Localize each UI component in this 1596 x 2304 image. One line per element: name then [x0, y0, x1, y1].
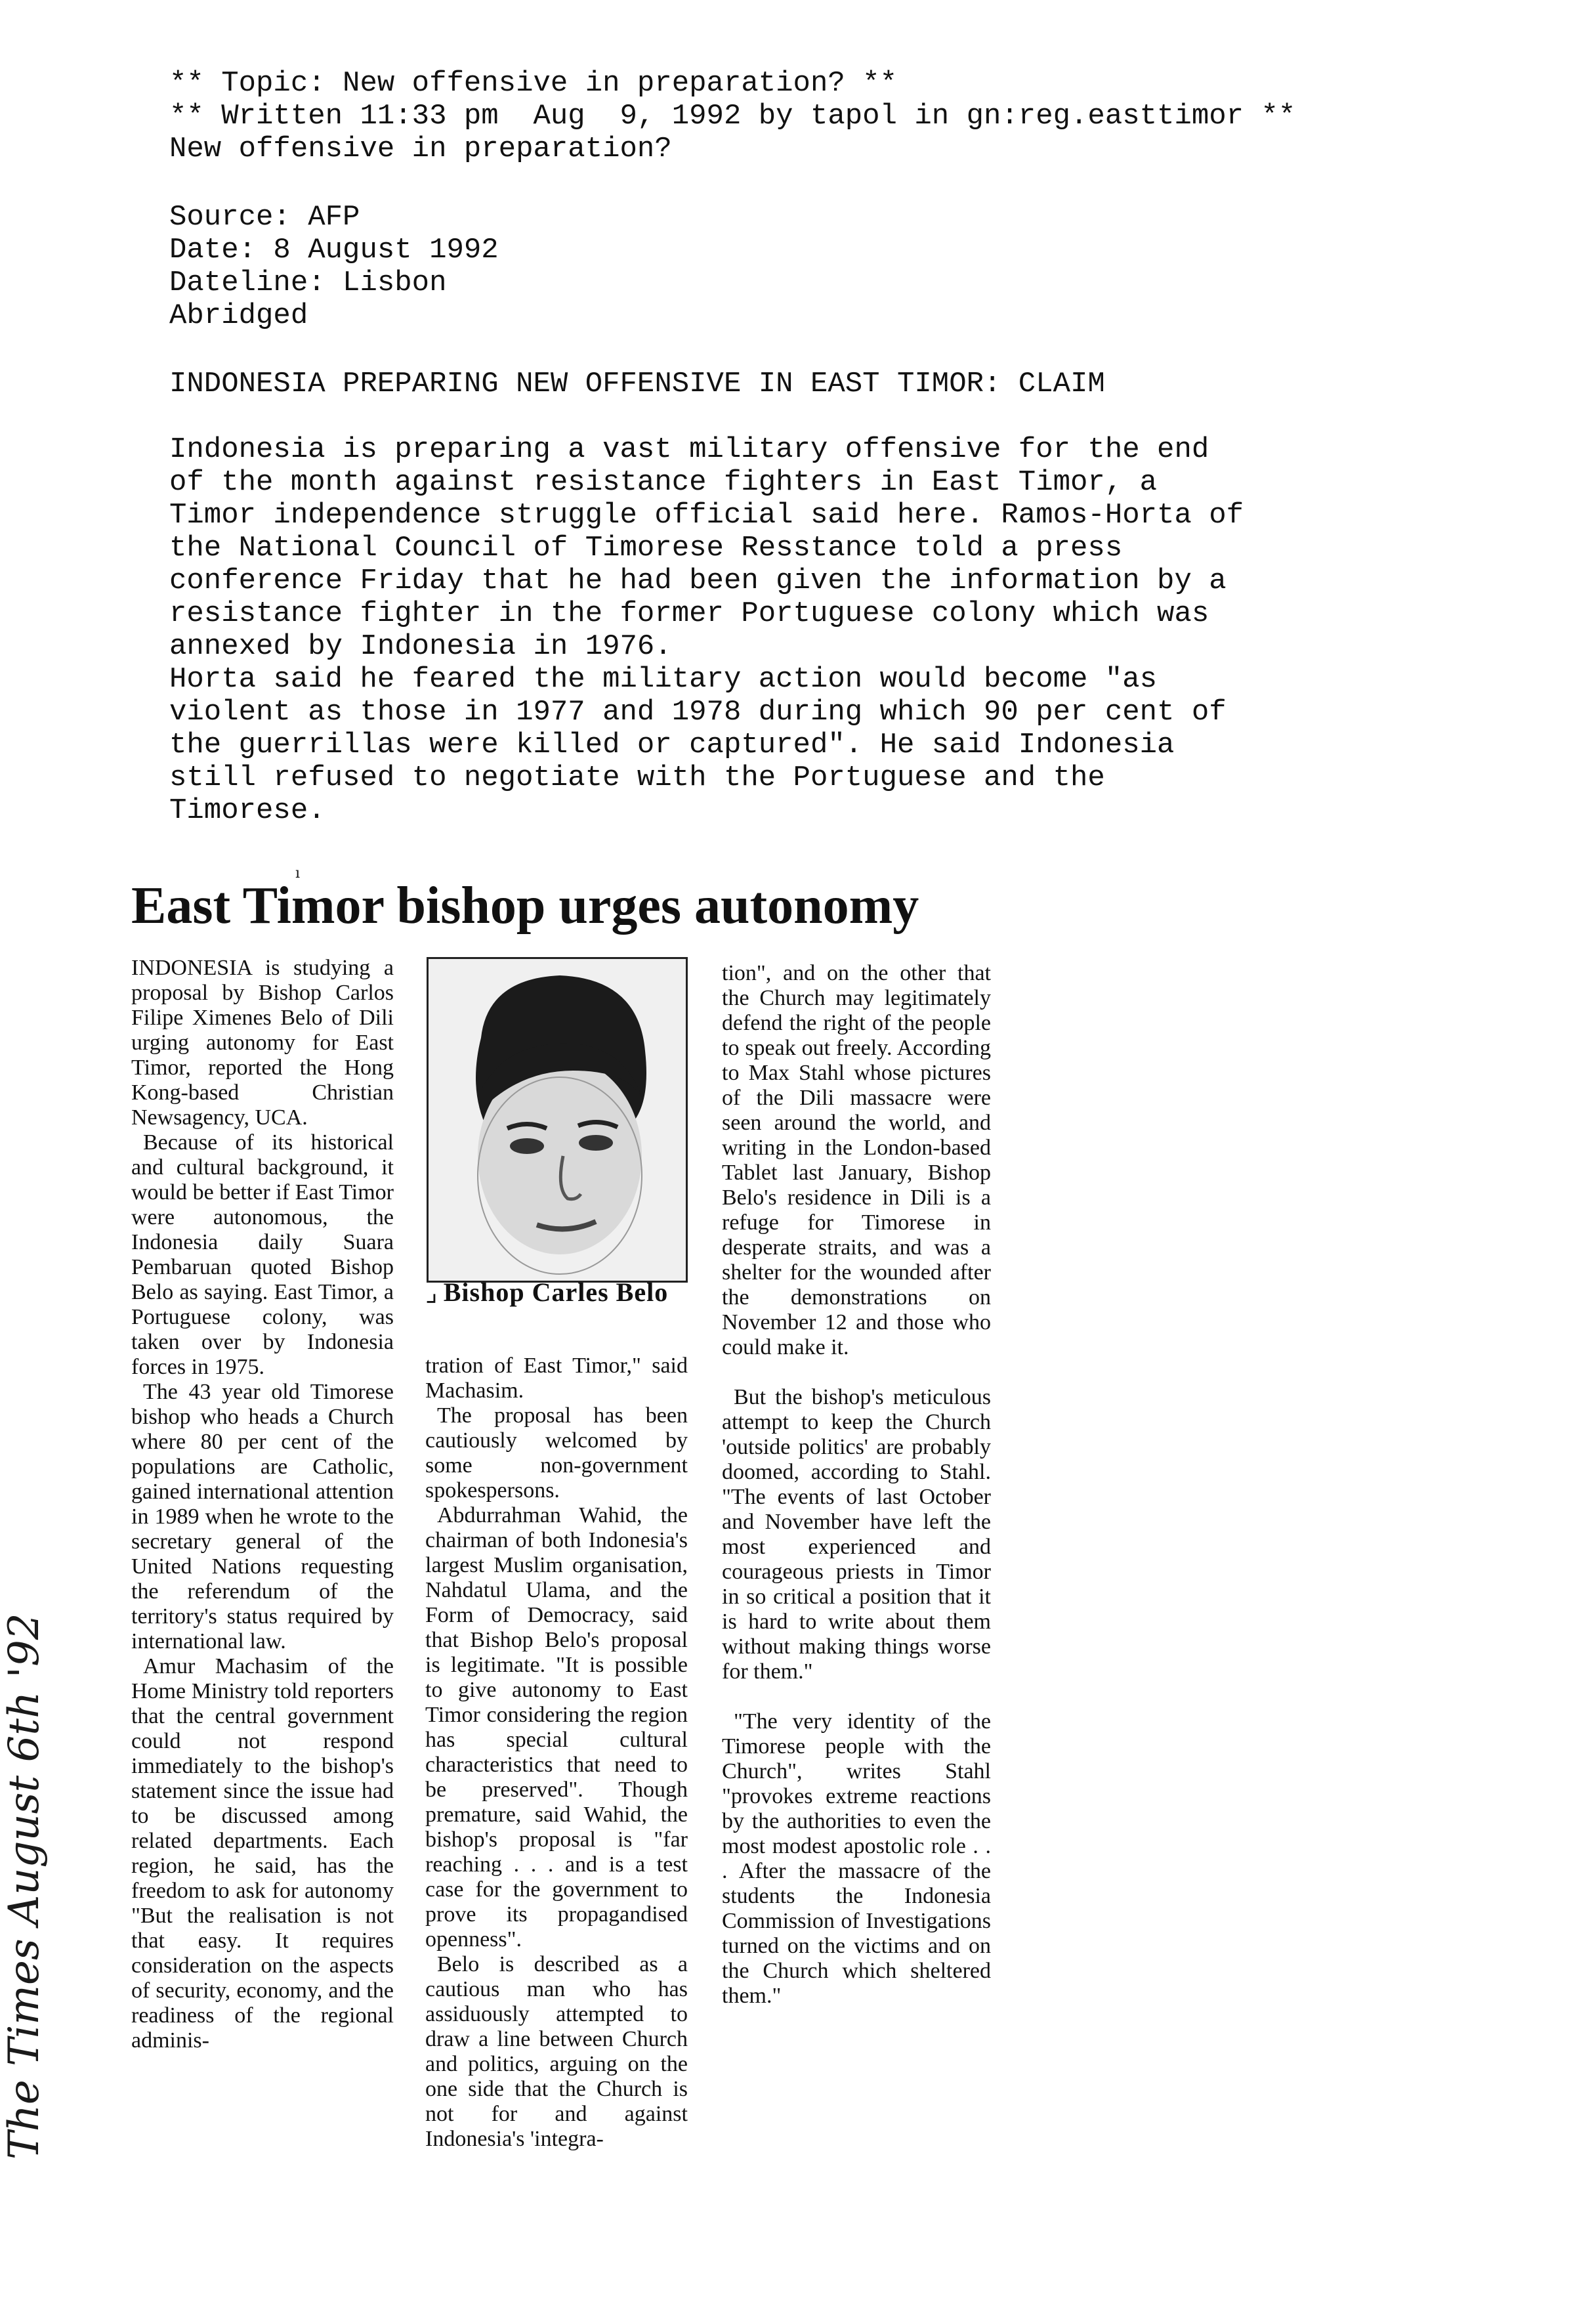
paragraph: Abdurrahman Wahid, the chairman of both Indonesia's largest Muslim organisation, Nahdatul Ulama, and the Form of Democracy, said that Bishop Belo's proposal is legitimate. "It is possible to give autonomy to East Timor considering the region has special cultural characteristics that need to be preserved". Though premature, said Wahid, the bishop's proposal is "far reaching . . . and is a test case for the government to prove its propagandised openness".: [425, 1503, 688, 1952]
photo-caption: [425, 1279, 688, 1306]
paragraph: But the bishop's meticulous attempt to keep the Church 'outside politics' are probably doomed, according to Stahl. "The events of last October and November have left the most experienced and courageous priests in Timor in so critical a position that it is hard to write about them without making things worse for them.": [722, 1385, 991, 1684]
body-line: conference Friday that he had been given the information by a: [169, 565, 1227, 597]
body-line: resistance fighter in the former Portuguese colony which was: [169, 597, 1209, 630]
headline-text: INDONESIA PREPARING NEW OFFENSIVE IN EAST TIMOR: CLAIM: [169, 368, 1105, 400]
body-line: annexed by Indonesia in 1976.: [169, 630, 672, 663]
dateline-line: Dateline: Lisbon: [169, 267, 447, 299]
written-line: ** Written 11:33 pm Aug 9, 1992 by tapol in gn:reg.easttimor **: [169, 100, 1296, 133]
message-title: New offensive in preparation?: [169, 133, 672, 165]
body-line: Indonesia is preparing a vast military offensive for the end: [169, 433, 1209, 466]
handwritten-source-note: [0, 1438, 72, 2160]
body-line: Timorese.: [169, 794, 326, 827]
article-headline: [169, 368, 1105, 400]
body-line: the National Council of Timorese Resstance told a press: [169, 532, 1123, 565]
paragraph: INDONESIA is studying a proposal by Bishop Carlos Filipe Ximenes Belo of Dili urging autonomy for East Timor, reported the Hong Kong-based Christian Newsagency, UCA.: [131, 956, 394, 1130]
paragraph: Because of its historical and cultural background, it would be better if East Timor were autonomous, the Indonesia daily Suara Pembaruan quoted Bishop Belo as saying. East Timor, a Portuguese colony, was taken over by Indonesia forces in 1975.: [131, 1130, 394, 1379]
topic-line: ** Topic: New offensive in preparation? **: [169, 67, 897, 100]
body-line: the guerrillas were killed or captured". He said Indonesia: [169, 729, 1175, 761]
clipping-column-b: [425, 1354, 688, 2152]
paragraph: The proposal has been cautiously welcomed by some non-government spokespersons.: [425, 1403, 688, 1503]
body-line: violent as those in 1977 and 1978 during which 90 per cent of: [169, 696, 1227, 729]
body-line: of the month against resistance fighters in East Timor, a: [169, 466, 1158, 499]
paragraph: tion", and on the other that the Church may legitimately defend the right of the people to speak out freely. According to Max Stahl whose pictures of the Dili massacre were seen around the world, and writing in the London-based Tablet last January, Bishop Belo's residence in Dili is a refuge for Timorese in desperate straits, and was a shelter for the wounded after the demonstrations on November 12 and those who could make it.: [722, 961, 991, 1359]
message-meta: [169, 201, 499, 332]
paragraph: "The very identity of the Timorese people with the Church", writes Stahl "provokes extreme reactions by the authorities to even the most modest apostolic role . . . After the massacre of the students the Indonesia Commission of Investigations turned on the victims and on the Church which sheltered them.": [722, 1709, 991, 2008]
abridged-line: Abridged: [169, 299, 308, 332]
date-line: Date: 8 August 1992: [169, 234, 499, 267]
portrait-image: [429, 959, 686, 1281]
stray-mark: ı: [295, 865, 301, 882]
paragraph: Belo is described as a cautious man who has assiduously attempted to draw a line between Church and politics, arguing on the one side that the Church is not for and against Indonesia's 'integra-: [425, 1952, 688, 2151]
clipping-title: East Timor bishop urges autonomy: [131, 877, 919, 935]
message-header: [169, 67, 1295, 165]
bishop-photo: [427, 957, 688, 1283]
clipping-column-a: [131, 956, 394, 2053]
body-line: Horta said he feared the military action would become "as: [169, 663, 1158, 696]
handwritten-text: The Times August 6th '92: [0, 1613, 49, 2160]
paragraph: tration of East Timor," said Machasim.: [425, 1354, 688, 1403]
paragraph: Amur Machasim of the Home Ministry told reporters that the central government could not respond immediately to the bishop's statement since the issue had to be discussed among related departments. Each region, he said, has the freedom to ask for autonomy "But the realisation is not that easy. It requires consideration on the aspects of security, economy, and the readiness of the regional adminis-: [131, 1654, 394, 2053]
article-body: [169, 433, 1244, 827]
caption-marker: ⌟: [425, 1277, 438, 1307]
body-line: still refused to negotiate with the Portuguese and the: [169, 761, 1105, 794]
clipping-column-c: [722, 961, 991, 2009]
paragraph: The 43 year old Timorese bishop who heads a Church where 80 per cent of the populations are Catholic, gained international attention in 1989 when he wrote to the secretary general of the United Nations requesting the referendum of the territory's status required by international law.: [131, 1380, 394, 1653]
source-line: Source: AFP: [169, 201, 360, 234]
body-line: Timor independence struggle official said here. Ramos-Horta of: [169, 499, 1244, 532]
caption-text: Bishop Carles Belo: [443, 1277, 669, 1307]
